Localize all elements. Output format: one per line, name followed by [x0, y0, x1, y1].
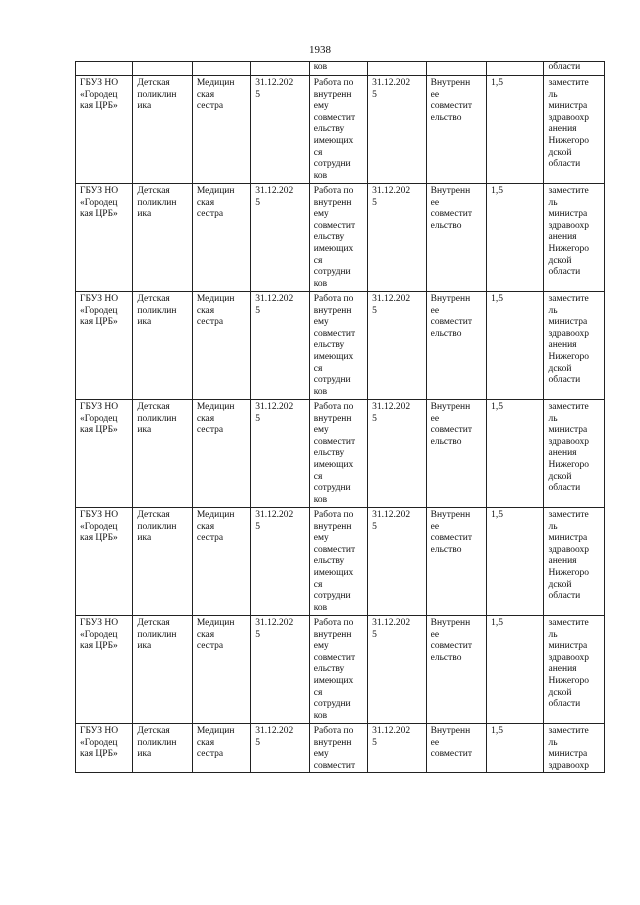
- cell-organization: ГБУЗ НО «Городец кая ЦРБ»: [76, 76, 133, 184]
- cell-rate: 1,5: [487, 184, 544, 292]
- cell-measure: Работа по внутренн ему совместит ельству имеющих ся сотрудни ков: [309, 616, 367, 724]
- cell-deadline: 31.12.202 5: [368, 292, 426, 400]
- cell-department: Детская поликлин ика: [133, 400, 192, 508]
- cell-deadline: 31.12.202 5: [368, 616, 426, 724]
- cell-employment-type: Внутренн ее совместит: [426, 724, 486, 773]
- table-row: [76, 76, 605, 184]
- cell-deadline: 31.12.202 5: [368, 724, 426, 773]
- cell-date: 31.12.202 5: [251, 292, 309, 400]
- table-row: [76, 292, 605, 400]
- cell-deadline: 31.12.202 5: [368, 508, 426, 616]
- cell-employment-type: [426, 62, 486, 76]
- cell-organization: ГБУЗ НО «Городец кая ЦРБ»: [76, 724, 133, 773]
- cell-responsible: области: [544, 62, 605, 76]
- table-row: [76, 508, 605, 616]
- cell-date: 31.12.202 5: [251, 724, 309, 773]
- cell-deadline: 31.12.202 5: [368, 400, 426, 508]
- cell-date: 31.12.202 5: [251, 400, 309, 508]
- cell-organization: ГБУЗ НО «Городец кая ЦРБ»: [76, 616, 133, 724]
- cell-date: [251, 62, 309, 76]
- cell-responsible: заместите ль министра здравоохр анения Нижегоро дской области: [544, 292, 605, 400]
- cell-position: [192, 62, 250, 76]
- page-number: 1938: [309, 44, 331, 56]
- cell-department: Детская поликлин ика: [133, 76, 192, 184]
- cell-responsible: заместите ль министра здравоохр анения Нижегоро дской области: [544, 76, 605, 184]
- cell-rate: 1,5: [487, 76, 544, 184]
- cell-department: [133, 62, 192, 76]
- cell-measure: Работа по внутренн ему совместит ельству имеющих ся сотрудни ков: [309, 508, 367, 616]
- cell-organization: [76, 62, 133, 76]
- cell-position: Медицин ская сестра: [192, 292, 250, 400]
- table-row: [76, 184, 605, 292]
- cell-employment-type: Внутренн ее совместит ельство: [426, 76, 486, 184]
- cell-organization: ГБУЗ НО «Городец кая ЦРБ»: [76, 508, 133, 616]
- table-row-continued: [76, 62, 605, 76]
- cell-department: Детская поликлин ика: [133, 292, 192, 400]
- cell-position: Медицин ская сестра: [192, 184, 250, 292]
- cell-department: Детская поликлин ика: [133, 616, 192, 724]
- cell-responsible: заместите ль министра здравоохр анения Нижегоро дской области: [544, 616, 605, 724]
- cell-position: Медицин ская сестра: [192, 724, 250, 773]
- cell-rate: 1,5: [487, 400, 544, 508]
- cell-deadline: 31.12.202 5: [368, 184, 426, 292]
- cell-measure: ков: [309, 62, 367, 76]
- cell-responsible: заместите ль министра здравоохр анения Нижегоро дской области: [544, 184, 605, 292]
- cell-date: 31.12.202 5: [251, 616, 309, 724]
- cell-date: 31.12.202 5: [251, 76, 309, 184]
- cell-organization: ГБУЗ НО «Городец кая ЦРБ»: [76, 292, 133, 400]
- cell-employment-type: Внутренн ее совместит ельство: [426, 616, 486, 724]
- cell-rate: 1,5: [487, 508, 544, 616]
- cell-deadline: 31.12.202 5: [368, 76, 426, 184]
- cell-measure: Работа по внутренн ему совместит ельству имеющих ся сотрудни ков: [309, 184, 367, 292]
- cell-measure: Работа по внутренн ему совместит ельству имеющих ся сотрудни ков: [309, 76, 367, 184]
- cell-rate: 1,5: [487, 616, 544, 724]
- cell-department: Детская поликлин ика: [133, 724, 192, 773]
- cell-department: Детская поликлин ика: [133, 184, 192, 292]
- cell-employment-type: Внутренн ее совместит ельство: [426, 508, 486, 616]
- cell-position: Медицин ская сестра: [192, 508, 250, 616]
- cell-employment-type: Внутренн ее совместит ельство: [426, 292, 486, 400]
- cell-measure: Работа по внутренн ему совместит: [309, 724, 367, 773]
- cell-department: Детская поликлин ика: [133, 508, 192, 616]
- cell-deadline: [368, 62, 426, 76]
- cell-rate: 1,5: [487, 724, 544, 773]
- cell-position: Медицин ская сестра: [192, 400, 250, 508]
- cell-responsible: заместите ль министра здравоохр: [544, 724, 605, 773]
- cell-rate: [487, 62, 544, 76]
- staffing-table: [75, 61, 605, 773]
- cell-organization: ГБУЗ НО «Городец кая ЦРБ»: [76, 184, 133, 292]
- table-row: [76, 400, 605, 508]
- cell-measure: Работа по внутренн ему совместит ельству имеющих ся сотрудни ков: [309, 292, 367, 400]
- cell-organization: ГБУЗ НО «Городец кая ЦРБ»: [76, 400, 133, 508]
- cell-date: 31.12.202 5: [251, 184, 309, 292]
- cell-responsible: заместите ль министра здравоохр анения Нижегоро дской области: [544, 508, 605, 616]
- cell-position: Медицин ская сестра: [192, 76, 250, 184]
- cell-rate: 1,5: [487, 292, 544, 400]
- table-row: [76, 724, 605, 773]
- cell-employment-type: Внутренн ее совместит ельство: [426, 400, 486, 508]
- cell-responsible: заместите ль министра здравоохр анения Нижегоро дской области: [544, 400, 605, 508]
- cell-employment-type: Внутренн ее совместит ельство: [426, 184, 486, 292]
- cell-date: 31.12.202 5: [251, 508, 309, 616]
- cell-position: Медицин ская сестра: [192, 616, 250, 724]
- cell-measure: Работа по внутренн ему совместит ельству имеющих ся сотрудни ков: [309, 400, 367, 508]
- table-row: [76, 616, 605, 724]
- table-body: [76, 62, 605, 773]
